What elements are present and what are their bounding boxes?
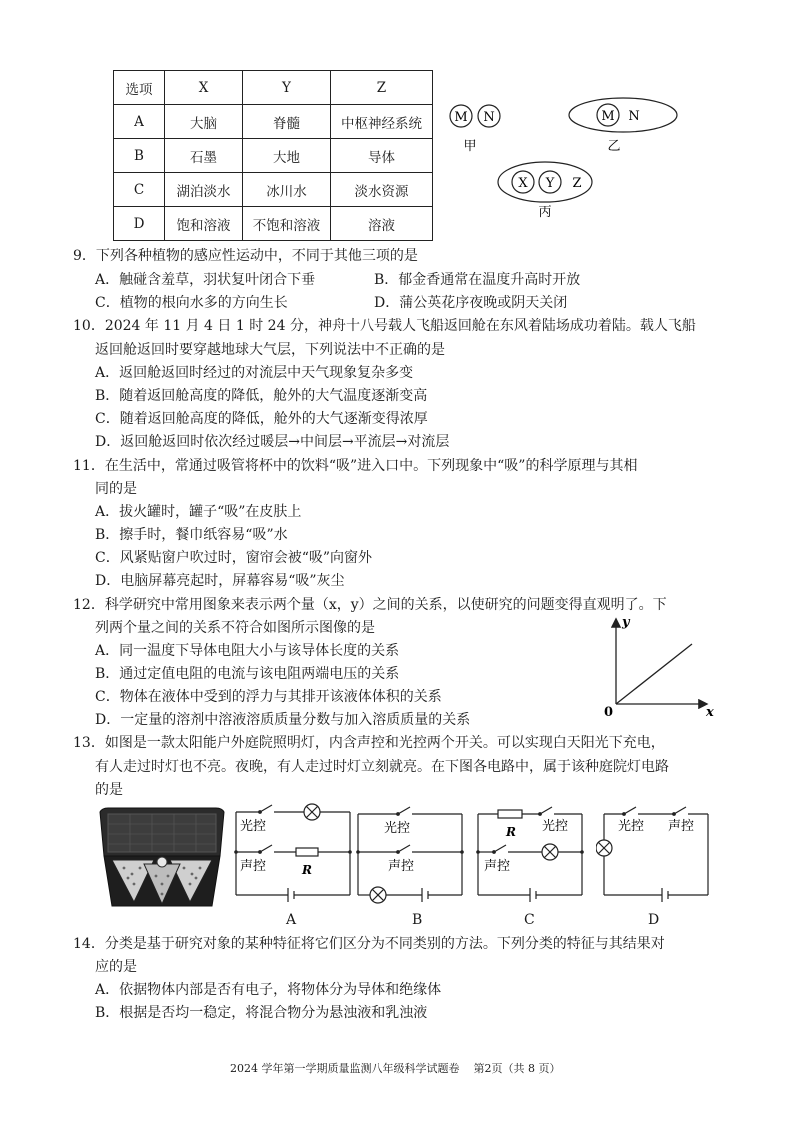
table-cell: 冰川水 (243, 173, 331, 207)
q11-stem-line1: 11．在生活中，常通过吸管将杯中的饮料“吸”进入口中。下列现象中“吸”的科学原理与其相 (73, 458, 638, 474)
table-header-cell: Z (331, 71, 433, 105)
venn-jia-label: 甲 (463, 139, 477, 154)
q10-stem-line1: 10．2024 年 11 月 4 日 1 时 24 分，神舟十八号载人飞船返回舱在东风着陆场成功着陆。载人飞船 (73, 318, 696, 334)
q10-option-c: C．随着返回舱高度的降低，舱外的大气逐渐变得浓厚 (95, 411, 428, 427)
circuit-c-resistor-label: R (506, 825, 516, 839)
q12-option-b: B．通过定值电阻的电流与该电阻两端电压的关系 (95, 666, 400, 682)
circuit-a-light-switch-label: 光控 (240, 819, 267, 834)
table-header-cell: X (165, 71, 243, 105)
options-table (113, 70, 433, 241)
q9-option-c: C．植物的根向水多的方向生长 (95, 295, 288, 311)
circuit-b (354, 800, 466, 912)
venn-yi-n: N (628, 109, 640, 124)
venn-yi-m: M (601, 109, 615, 124)
q11-option-d: D．电脑屏幕亮起时，屏幕容易“吸”灰尘 (95, 573, 345, 589)
venn-jia (450, 105, 500, 154)
q12-proportional-line (616, 644, 692, 704)
q14-option-a: A．依据物体内部是否有电子，将物体分为导体和绝缘体 (95, 982, 442, 998)
q12-x-label: x (706, 705, 714, 720)
table-row (114, 139, 433, 173)
q13-stem-line1: 13．如图是一款太阳能户外庭院照明灯，内含声控和光控两个开关。可以实现白天阳光下充电， (73, 735, 665, 751)
venn-bing-label: 丙 (538, 205, 552, 220)
q10-option-d: D．返回舱返回时依次经过暖层→中间层→平流层→对流层 (95, 434, 450, 450)
q14-option-b: B．根据是否均一稳定，将混合物分为悬浊液和乳浊液 (95, 1005, 428, 1021)
table-cell: 淡水资源 (331, 173, 433, 207)
venn-diagrams (440, 90, 680, 225)
circuit-d-sound-switch-label: 声控 (668, 819, 695, 834)
q14-stem-line1: 14．分类是基于研究对象的某种特征将它们区分为不同类别的方法。下列分类的特征与其结果对 (73, 936, 665, 952)
q13-stem-line2: 有人走过时灯也不亮。夜晚，有人走过时灯立刻就亮。在下图各电路中，属于该种庭院灯电路 (95, 759, 669, 775)
q10-stem-line2: 返回舱返回时要穿越地球大气层，下列说法中不正确的是 (95, 342, 445, 358)
table-cell: 饱和溶液 (165, 207, 243, 241)
q9-stem: 9．下列各种植物的感应性运动中，不同于其他三项的是 (73, 248, 418, 264)
circuit-b-sound-switch-label: 声控 (388, 859, 415, 874)
venn-yi-label: 乙 (607, 139, 621, 154)
table-row (114, 207, 433, 241)
circuit-a-resistor-label: R (302, 863, 312, 877)
solar-garden-light-image (94, 806, 230, 912)
table-cell: 导体 (331, 139, 433, 173)
table-header-cell: Y (243, 71, 331, 105)
q10-option-b: B．随着返回舱高度的降低，舱外的大气温度逐渐变高 (95, 388, 428, 404)
q12-stem-line1: 12．科学研究中常用图象来表示两个量（x，y）之间的关系，以使研究的问题变得直观明了。下 (73, 597, 667, 613)
q11-option-b: B．擦手时，餐巾纸容易“吸”水 (95, 527, 288, 543)
circuit-c-sound-switch-label: 声控 (484, 859, 511, 874)
q13-stem-line3: 的是 (95, 782, 123, 798)
venn-jia-m: M (454, 110, 468, 125)
q10-option-a: A．返回舱返回时经过的对流层中天气现象复杂多变 (95, 365, 414, 381)
q9-option-d: D．蒲公英花序夜晚或阴天关闭 (374, 295, 568, 311)
table-cell: 大脑 (165, 105, 243, 139)
circuit-d-light-switch-label: 光控 (618, 819, 645, 834)
q9-option-a: A．触碰含羞草，羽状复叶闭合下垂 (95, 272, 316, 288)
venn-yi (569, 98, 677, 154)
q11-stem-line2: 同的是 (95, 481, 137, 497)
circuit-d (596, 800, 714, 912)
table-header-cell: 选项 (114, 71, 165, 105)
table-cell: A (114, 105, 165, 139)
q12-option-d: D．一定量的溶剂中溶液溶质质量分数与加入溶质质量的关系 (95, 712, 471, 728)
table-cell: 石墨 (165, 139, 243, 173)
circuit-a (232, 800, 354, 912)
table-cell: 不饱和溶液 (243, 207, 331, 241)
q12-y-label: y (622, 615, 630, 630)
circuit-c (474, 800, 586, 912)
circuit-a-sound-switch-label: 声控 (240, 859, 267, 874)
venn-jia-n: N (483, 110, 495, 125)
table-header-row (114, 71, 433, 105)
table-cell: 中枢神经系统 (331, 105, 433, 139)
q14-stem-line2: 应的是 (95, 959, 137, 975)
table-row (114, 173, 433, 207)
venn-bing-x: X (518, 176, 528, 191)
venn-bing-y: Y (545, 176, 555, 191)
circuit-d-label: D (648, 912, 660, 928)
venn-bing (498, 162, 592, 220)
table-cell: 脊髓 (243, 105, 331, 139)
q11-option-c: C．风紧贴窗户吹过时，窗帘会被“吸”向窗外 (95, 550, 373, 566)
table-cell: C (114, 173, 165, 207)
circuit-b-label: B (412, 912, 423, 928)
q9-option-b: B．郁金香通常在温度升高时开放 (374, 272, 581, 288)
page-footer: 2024 学年第一学期质量监测八年级科学试题卷 第2页（共 8 页） (230, 1062, 561, 1075)
table-row (114, 105, 433, 139)
circuit-c-light-switch-label: 光控 (542, 819, 569, 834)
q12-linear-graph (598, 612, 722, 720)
q12-option-a: A．同一温度下导体电阻大小与该导体长度的关系 (95, 643, 400, 659)
q12-option-c: C．物体在液体中受到的浮力与其排开该液体体积的关系 (95, 689, 442, 705)
circuit-c-label: C (524, 912, 535, 928)
q12-origin-label: 0 (604, 705, 614, 720)
table-cell: 大地 (243, 139, 331, 173)
table-cell: 溶液 (331, 207, 433, 241)
table-cell: 湖泊淡水 (165, 173, 243, 207)
circuit-b-light-switch-label: 光控 (384, 821, 411, 836)
q12-stem-line2: 列两个量之间的关系不符合如图所示图像的是 (95, 620, 375, 636)
table-cell: B (114, 139, 165, 173)
q11-option-a: A．拔火罐时，罐子“吸”在皮肤上 (95, 504, 302, 520)
venn-bing-z: Z (572, 176, 582, 191)
table-cell: D (114, 207, 165, 241)
circuit-a-label: A (286, 912, 297, 928)
